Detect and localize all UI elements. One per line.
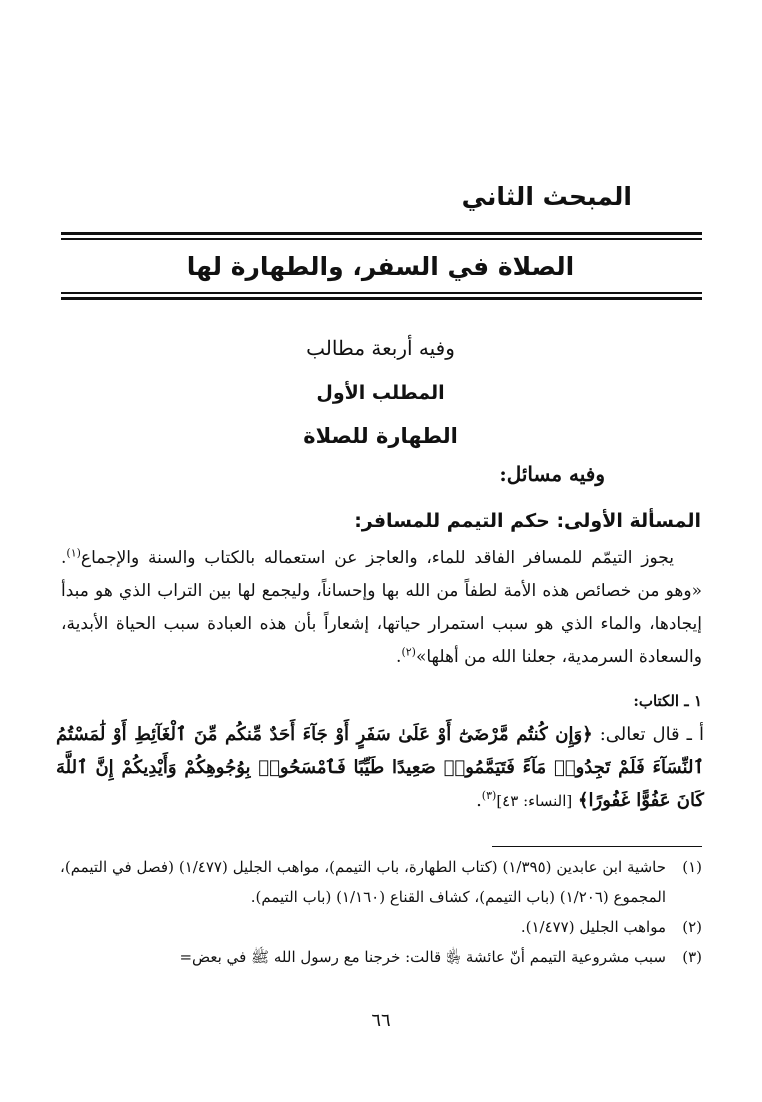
section-title: الصلاة في السفر، والطهارة لها [186, 252, 575, 281]
footnote-number: (١) [682, 858, 702, 876]
body-text-end: . [396, 647, 402, 667]
footnote-text: مواهب الجليل (١/٤٧٧). [520, 918, 666, 936]
verse-reference: [النساء: ٤٣] [496, 792, 573, 810]
footnote-item [60, 852, 702, 912]
footnote-ref-1: (١) [66, 546, 81, 560]
quran-verse: ﴿وَإِن كُنتُم مَّرْضَىٰٓ أَوْ عَلَىٰ سَفَرٍ أَوْ جَآءَ أَحَدٌ مِّنكُم مِّنَ ٱلْغَآئِطِ أَوْ لَٰمَسْتُمُ ٱلنِّسَآءَ فَلَمْ تَجِدُوا۟ مَآءً فَتَيَمَّمُوا۟ صَعِيدًا طَيِّبًا فَٱمْسَحُوا۟ بِوُجُوهِكُمْ وَأَيْدِيكُمْ إِنَّ ٱللَّهَ كَانَ عَفُوًّا غَفُورًا﴾ [56, 724, 704, 811]
top-rule [61, 232, 702, 235]
verse-end: . [476, 790, 482, 811]
footnote-separator [492, 846, 702, 847]
page-number: ٦٦ [371, 1010, 391, 1031]
bottom-rule [61, 297, 702, 300]
footnote-ref-2: (٢) [401, 645, 416, 659]
chapter-title: المبحث الثاني [461, 182, 632, 211]
footnote-ref-3: (٣) [481, 789, 497, 802]
footnote-number: (٢) [682, 918, 702, 936]
verse-label: أ ـ قال تعالى: [599, 724, 704, 745]
kitab-label: ١ ـ الكتاب: [633, 692, 702, 710]
body-text-b: . «وهو من خصائص هذه الأمة لطفاً من الله بها وإحساناً، وليجمع لها بين التراب الذي هو مبدأ إيجادها، والماء الذي هو سبب استمرار حياتها، إشعاراً بأن هذه العبادة سبب الحياة الأبدية، والسعادة السرمدية، جعلنا الله من أهلها» [61, 548, 702, 667]
verse-item [56, 718, 704, 818]
matlab-title: المطلب الأول [316, 382, 445, 404]
footnote-item [60, 912, 702, 942]
footnote-number: (٣) [682, 948, 702, 966]
bottom-rule-thin [61, 292, 702, 294]
matlab-subtitle: الطهارة للصلاة [303, 424, 458, 448]
footnote-text: حاشية ابن عابدين (١/٣٩٥) (كتاب الطهارة، باب التيمم)، مواهب الجليل (١/٤٧٧) (فصل في التيمم)، المجموع (١/٢٠٦) (باب التيمم)، كشاف القناع (١/١٦٠) (باب التيمم). [60, 858, 667, 906]
issues-intro: وفيه مسائل: [499, 462, 605, 486]
footnotes [60, 852, 702, 972]
body-paragraph [61, 542, 702, 674]
footnote-text: سبب مشروعية التيمم أنّ عائشة ﵂ قالت: خرجنا مع رسول الله ﷺ في بعض= [179, 948, 666, 966]
intro-line: وفيه أربعة مطالب [306, 336, 455, 360]
issue-heading: المسألة الأولى: حكم التيمم للمسافر: [354, 510, 701, 532]
top-rule-thin [61, 238, 702, 240]
footnote-item [60, 942, 702, 972]
body-text-a: يجوز التيمّم للمسافر الفاقد للماء، والعاجز عن استعماله بالكتاب والسنة والإجماع [80, 548, 674, 568]
